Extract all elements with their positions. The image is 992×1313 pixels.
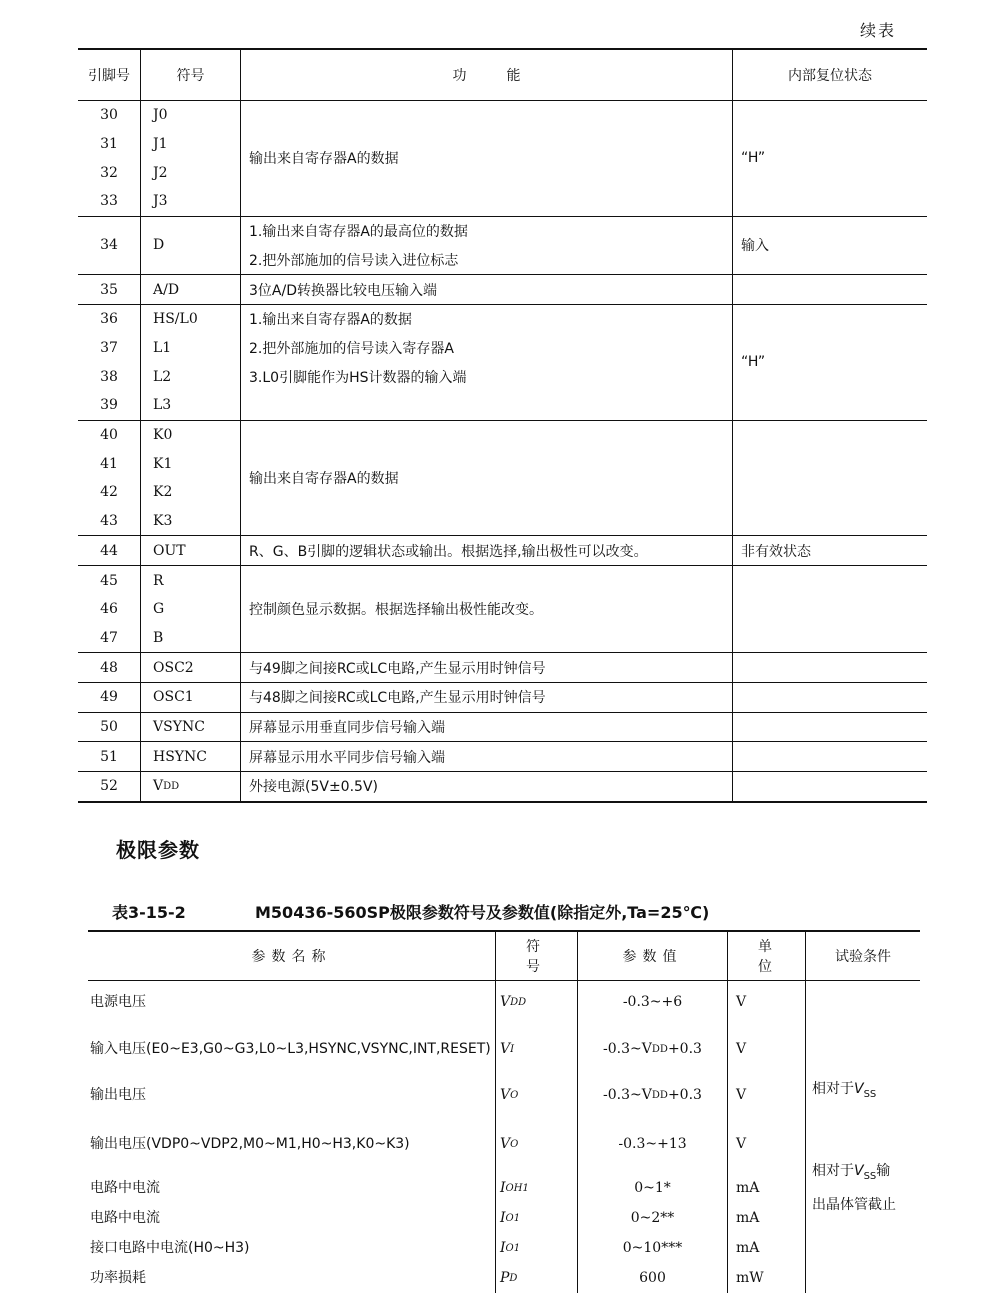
- reset-state: “H”: [741, 150, 766, 167]
- pin-function-column: [240, 101, 732, 216]
- pin-function-text: 输出来自寄存器A的数据: [249, 471, 399, 488]
- pin-group: [78, 683, 927, 713]
- pin-function-text: 与49脚之间接RC或LC电路,产生显示用时钟信号: [249, 660, 546, 677]
- pin-number-column: [78, 566, 140, 652]
- section-title: 极限参数: [116, 838, 200, 862]
- reset-state: 非有效状态: [741, 543, 811, 560]
- continued-label: 续表: [859, 21, 896, 40]
- pin-group: [78, 566, 927, 653]
- pin-function-column: [240, 566, 732, 652]
- pin-symbol: K2: [153, 484, 173, 501]
- pin-symbol: D: [153, 237, 165, 254]
- pin-number: 52: [100, 778, 118, 795]
- param-unit: V: [736, 1136, 747, 1152]
- pin-group: [78, 101, 927, 217]
- pin-symbol: OSC2: [153, 659, 194, 676]
- pin-function-text: 控制颜色显示数据。根据选择输出极性能改变。: [249, 602, 543, 619]
- pin-number: 45: [100, 572, 118, 589]
- reset-state: “H”: [741, 354, 766, 371]
- param-unit: V: [736, 994, 747, 1010]
- pin-number: 48: [100, 659, 118, 676]
- pin-reset-column: [732, 217, 927, 274]
- pin-number: 32: [100, 164, 118, 181]
- header-test-condition: 试验条件: [805, 932, 920, 980]
- pin-symbol: K0: [153, 427, 173, 444]
- pin-number: 31: [100, 136, 118, 153]
- pin-number-column: [78, 683, 140, 712]
- pin-symbol: K3: [153, 513, 173, 530]
- pin-number-column: [78, 421, 140, 536]
- pin-function-text: 屏幕显示用水平同步信号输入端: [249, 749, 445, 766]
- header-pin: 引脚号: [88, 68, 130, 84]
- test-condition: 相对于$V_{SS}$: [812, 1081, 877, 1100]
- pin-symbol: HSYNC: [153, 748, 208, 765]
- pin-number: 40: [100, 427, 118, 444]
- pin-symbol: J0: [153, 107, 168, 124]
- header-param-name: 参数名称: [251, 949, 332, 965]
- pin-function-column: [240, 217, 732, 274]
- param-unit: V: [736, 1087, 747, 1103]
- pin-symbol: K1: [153, 455, 173, 472]
- column-param-symbol: [495, 981, 577, 1293]
- param-value: 0~2**: [630, 1210, 675, 1226]
- limit-table-body: [88, 981, 920, 1293]
- pin-function-text: 2.把外部施加的信号读入寄存器A: [249, 340, 454, 357]
- pin-function-text: 输出来自寄存器A的数据: [249, 151, 399, 168]
- pin-symbol-column: [140, 772, 240, 801]
- param-name: 输出电压(VDP0~VDP2,M0~M1,H0~H3,K0~K3): [90, 1136, 410, 1152]
- pin-symbol-column: [140, 713, 240, 742]
- pin-number-column: [78, 101, 140, 216]
- header-param-unit: 单位: [727, 932, 805, 980]
- param-value: -0.3~V DD +0.3: [603, 1087, 702, 1103]
- header-reset-state: 内部复位状态: [732, 50, 927, 100]
- pin-function-text: 屏幕显示用垂直同步信号输入端: [249, 719, 445, 736]
- pin-number: 30: [100, 107, 118, 124]
- table-title: M50436-560SP极限参数符号及参数值(除指定外,Ta=25℃): [255, 903, 710, 922]
- pin-symbol: OUT: [153, 542, 186, 559]
- pin-function-column: [240, 536, 732, 565]
- pin-reset-column: [732, 683, 927, 712]
- pin-symbol-column: [140, 566, 240, 652]
- param-name: 输入电压(E0~E3,G0~G3,L0~L3,HSYNC,VSYNC,INT,RESET): [90, 1041, 491, 1057]
- param-name: 电路中电流: [90, 1210, 160, 1226]
- pin-number-column: [78, 772, 140, 801]
- pin-number: 38: [100, 368, 118, 385]
- pin-table-header: [78, 48, 927, 101]
- param-symbol: P D: [500, 1270, 518, 1286]
- pin-reset-column: [732, 742, 927, 771]
- pin-number: 36: [100, 311, 118, 328]
- pin-reset-column: [732, 772, 927, 801]
- pin-number: 33: [100, 193, 118, 210]
- pin-function-text: 3位A/D转换器比较电压输入端: [249, 282, 437, 299]
- pin-function-text: 外接电源(5V±0.5V): [249, 779, 378, 796]
- pin-function-column: [240, 742, 732, 771]
- pin-number: 43: [100, 513, 118, 530]
- pin-number: 51: [100, 748, 118, 765]
- test-condition: 相对于$V_{SS}$输 出晶体管截止: [812, 1163, 896, 1213]
- pin-number: 34: [100, 237, 118, 254]
- pin-symbol: B: [153, 629, 164, 646]
- pin-group: [78, 275, 927, 305]
- pin-function-column: [240, 653, 732, 682]
- pin-symbol-column: [140, 275, 240, 304]
- pin-symbol: HS/L0: [153, 311, 198, 328]
- param-symbol: V O: [500, 1136, 519, 1152]
- pin-group: [78, 772, 927, 803]
- pin-group: [78, 713, 927, 743]
- param-symbol: V O: [500, 1087, 519, 1103]
- pin-number-column: [78, 742, 140, 771]
- header-function: 功能: [240, 50, 732, 100]
- pin-function-column: [240, 305, 732, 420]
- param-value: -0.3~+13: [618, 1136, 687, 1152]
- param-unit: mW: [736, 1270, 764, 1286]
- column-param-unit: [727, 981, 805, 1293]
- pin-reset-column: [732, 275, 927, 304]
- limit-table-header: [88, 930, 920, 981]
- pin-function-text: 2.把外部施加的信号读入进位标志: [249, 252, 459, 269]
- pin-number: 46: [100, 601, 118, 618]
- pin-function-text: R、G、B引脚的逻辑状态或输出。根据选择,输出极性可以改变。: [249, 543, 648, 560]
- column-test-condition: [805, 981, 920, 1293]
- pin-number: 50: [100, 718, 118, 735]
- pin-function-column: [240, 713, 732, 742]
- pin-reset-column: [732, 713, 927, 742]
- pin-reset-column: [732, 101, 927, 216]
- pin-number: 49: [100, 689, 118, 706]
- pin-function-column: [240, 772, 732, 801]
- pin-number: 47: [100, 629, 118, 646]
- param-value: 0~10***: [622, 1240, 683, 1256]
- pin-function-text: 1.输出来自寄存器A的数据: [249, 312, 412, 329]
- pin-number: 35: [100, 281, 118, 298]
- table-caption: [112, 900, 709, 923]
- param-name: 接口电路中电流(H0~H3): [90, 1240, 250, 1256]
- pin-group: [78, 421, 927, 537]
- pin-reset-column: [732, 421, 927, 536]
- pin-symbol: J3: [153, 193, 168, 210]
- pin-function-column: [240, 683, 732, 712]
- param-symbol: V I: [500, 1041, 515, 1057]
- pin-symbol-column: [140, 742, 240, 771]
- pin-reset-column: [732, 536, 927, 565]
- pin-symbol: L1: [153, 339, 172, 356]
- pin-reset-column: [732, 305, 927, 420]
- limit-parameter-table: [88, 930, 920, 1293]
- pin-symbol-column: [140, 683, 240, 712]
- pin-function-column: [240, 275, 732, 304]
- pin-number: 41: [100, 455, 118, 472]
- table-number: 表3-15-2: [112, 903, 186, 922]
- pin-symbol-column: [140, 101, 240, 216]
- pin-group: [78, 536, 927, 566]
- pin-table-body: [78, 101, 927, 803]
- param-unit: V: [736, 1041, 747, 1057]
- column-param-value: [577, 981, 727, 1293]
- pin-reset-column: [732, 566, 927, 652]
- pin-symbol-column: [140, 536, 240, 565]
- pin-symbol: V DD: [153, 778, 180, 795]
- pin-symbol: VSYNC: [153, 718, 205, 735]
- pin-function-text: 与48脚之间接RC或LC电路,产生显示用时钟信号: [249, 690, 546, 707]
- param-name: 电路中电流: [90, 1180, 160, 1196]
- pin-group: [78, 742, 927, 772]
- pin-function-text: 1.输出来自寄存器A的最高位的数据: [249, 224, 468, 241]
- pin-number: 39: [100, 397, 118, 414]
- pin-number-column: [78, 217, 140, 274]
- pin-symbol: L2: [153, 368, 172, 385]
- pin-symbol: OSC1: [153, 689, 194, 706]
- pin-symbol-column: [140, 217, 240, 274]
- header-param-value: 参数值: [577, 932, 727, 980]
- pin-symbol-column: [140, 305, 240, 420]
- param-value: -0.3~V DD +0.3: [603, 1041, 702, 1057]
- pin-group: [78, 653, 927, 683]
- reset-state: 输入: [741, 238, 769, 255]
- pin-symbol: J2: [153, 164, 168, 181]
- param-symbol: I O1: [500, 1210, 521, 1226]
- pin-group: [78, 217, 927, 275]
- pin-number-column: [78, 536, 140, 565]
- pin-number-column: [78, 305, 140, 420]
- pin-function-column: [240, 421, 732, 536]
- pin-number: 44: [100, 542, 118, 559]
- param-unit: mA: [736, 1210, 760, 1226]
- param-unit: mA: [736, 1180, 760, 1196]
- pin-number-column: [78, 653, 140, 682]
- pin-symbol-column: [140, 653, 240, 682]
- header-symbol: 符号: [140, 50, 240, 100]
- param-name: 电源电压: [90, 994, 146, 1010]
- column-param-name: [88, 981, 495, 1293]
- header-param-symbol: 符号: [495, 932, 577, 980]
- param-symbol: I O1: [500, 1240, 521, 1256]
- pin-group: [78, 305, 927, 421]
- pin-symbol-column: [140, 421, 240, 536]
- pin-symbol: R: [153, 572, 164, 589]
- param-name: 功率损耗: [90, 1270, 146, 1286]
- pin-function-table: [78, 48, 927, 803]
- pin-number: 42: [100, 484, 118, 501]
- param-value: 0~1*: [634, 1180, 671, 1196]
- pin-function-text: 3.L0引脚能作为HS计数器的输入端: [249, 369, 467, 386]
- pin-symbol: G: [153, 601, 165, 618]
- pin-symbol: A/D: [153, 281, 180, 298]
- pin-number: 37: [100, 339, 118, 356]
- param-name: 输出电压: [90, 1087, 146, 1103]
- param-value: 600: [639, 1270, 666, 1286]
- param-value: -0.3~+6: [622, 994, 683, 1010]
- param-symbol: V DD: [500, 994, 527, 1010]
- pin-symbol: J1: [153, 136, 168, 153]
- pin-number-column: [78, 275, 140, 304]
- param-unit: mA: [736, 1240, 760, 1256]
- pin-reset-column: [732, 653, 927, 682]
- pin-number-column: [78, 713, 140, 742]
- param-symbol: I OH1: [500, 1180, 529, 1196]
- pin-symbol: L3: [153, 397, 172, 414]
